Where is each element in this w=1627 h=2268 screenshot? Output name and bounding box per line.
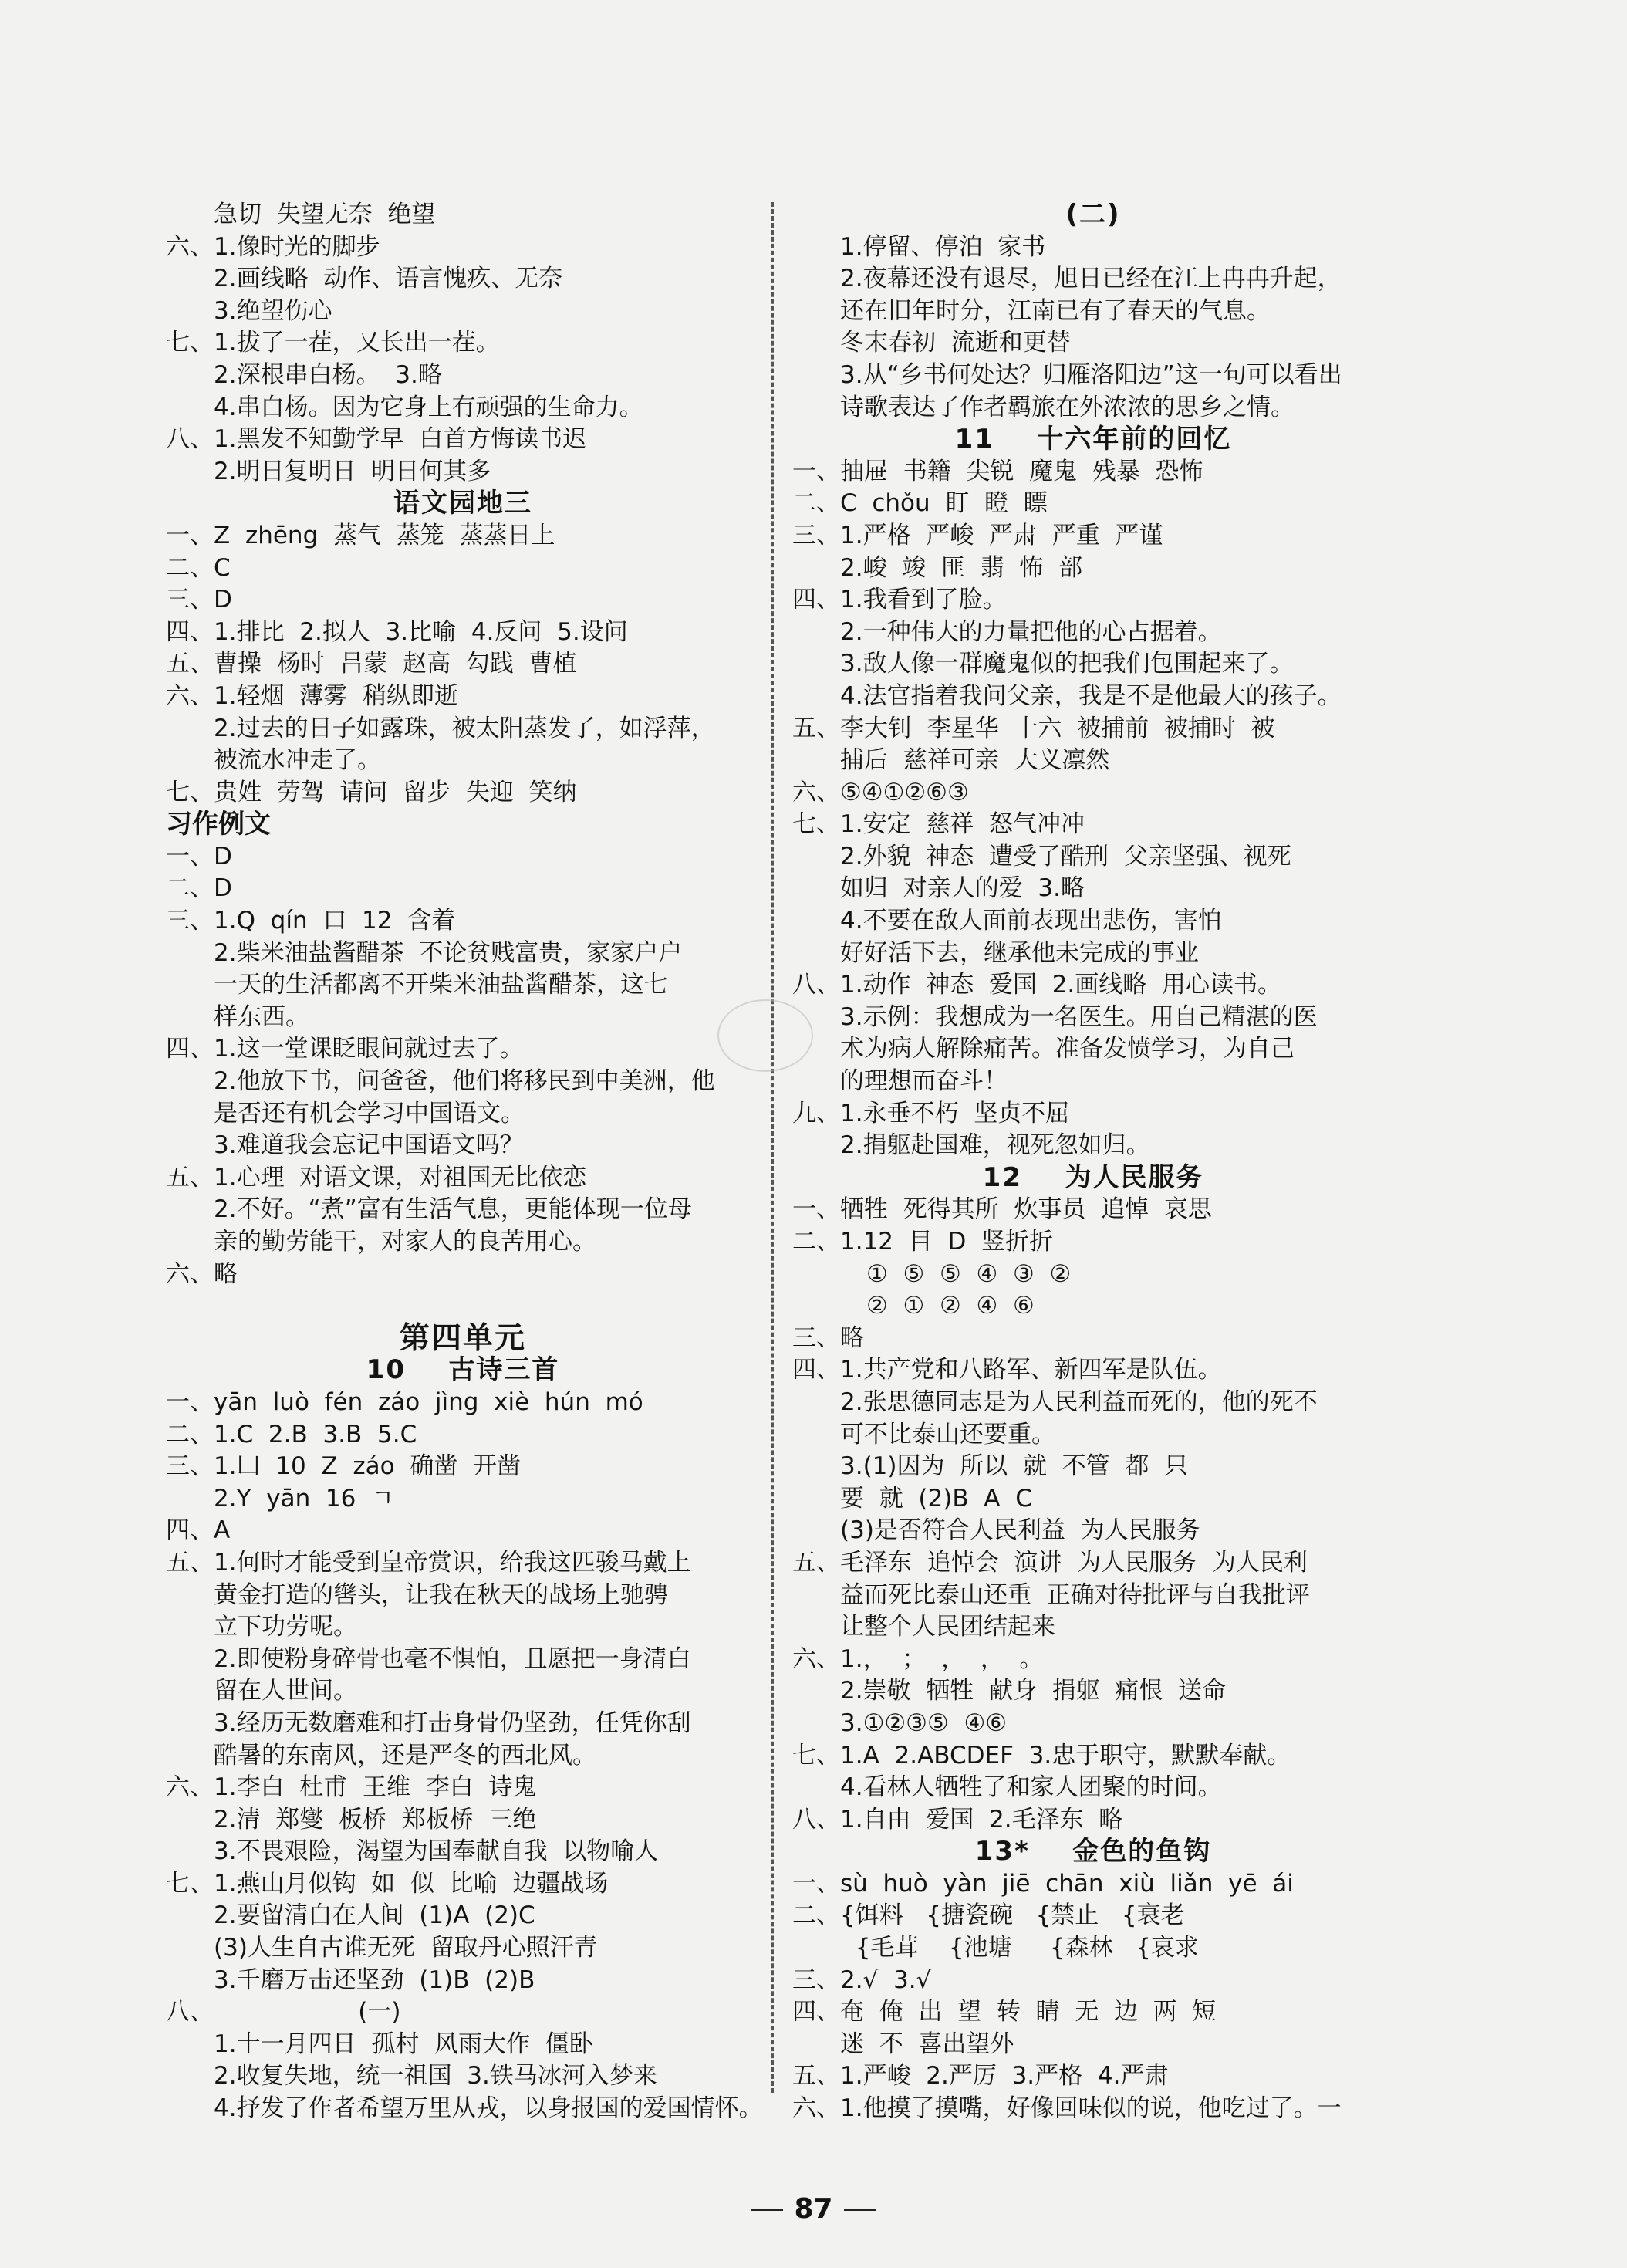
left-line: 立下功劳呢。 bbox=[214, 1613, 357, 1641]
left-line: 四、A bbox=[166, 1516, 231, 1545]
right-line: 五、毛泽东 追悼会 演讲 为人民服务 为人民利 bbox=[792, 1548, 1308, 1577]
left-line: 2.他放下书，问爸爸，他们将移民到中美洲，他 bbox=[214, 1067, 715, 1096]
right-line: 可不比泰山还要重。 bbox=[840, 1420, 1055, 1448]
right-line: 一、sù huò yàn jiē chān xiù liǎn yē ái bbox=[792, 1869, 1294, 1898]
left-line: 3.绝望伤心 bbox=[214, 296, 332, 325]
right-line: 1.停留、停泊 家书 bbox=[840, 232, 1046, 261]
page-footer bbox=[0, 2193, 1627, 2225]
left-line: 五、1.心理 对语文课，对祖国无比依恋 bbox=[166, 1163, 587, 1191]
left-line: 三、1.凵 10 Z záo 确凿 开凿 bbox=[166, 1452, 522, 1481]
left-column bbox=[166, 199, 763, 2125]
left-line: 2.画线略 动作、语言愧疚、无奈 bbox=[214, 265, 563, 293]
right-line: 六、1.， ； ， ， 。 bbox=[792, 1644, 1044, 1673]
right-line: 四、1.我看到了脸。 bbox=[792, 586, 1007, 614]
right-line: 还在旧年时分，江南已有了春天的气息。 bbox=[840, 296, 1271, 325]
left-line: 四、1.排比 2.拟人 3.比喻 4.反问 5.设问 bbox=[166, 617, 628, 646]
right-line: 11 十六年前的回忆 bbox=[954, 424, 1232, 455]
right-line: 冬末春初 流逝和更替 bbox=[840, 329, 1071, 357]
left-line: 八、1.黑发不知勤学早 白首方悔读书迟 bbox=[166, 425, 587, 454]
right-line: 九、1.永垂不朽 坚贞不屈 bbox=[792, 1099, 1070, 1127]
right-line: 八、1.动作 神态 爱国 2.画线略 用心读书。 bbox=[792, 971, 1281, 999]
left-line: 三、D bbox=[166, 586, 232, 614]
left-line: 2.明日复明日 明日何其多 bbox=[214, 457, 491, 485]
left-line: 10 古诗三首 bbox=[366, 1354, 560, 1386]
left-line: 一、Z zhēng 蒸气 蒸笼 蒸蒸日上 bbox=[166, 521, 555, 549]
left-line: 七、贵姓 劳驾 请问 留步 失迎 笑纳 bbox=[166, 778, 577, 806]
left-line: 急切 失望无奈 绝望 bbox=[214, 201, 436, 228]
right-line: 3.敌人像一群魔鬼似的把我们包围起来了。 bbox=[840, 650, 1294, 678]
left-line: 3.千磨万击还坚劲 (1)B (2)B bbox=[214, 1965, 535, 1994]
right-line: 4.法官指着我问父亲，我是不是他最大的孩子。 bbox=[840, 681, 1342, 710]
right-line: 好好活下去，继承他未完成的事业 bbox=[840, 938, 1199, 967]
left-line: 四、1.这一堂课眨眼间就过去了。 bbox=[166, 1035, 524, 1063]
right-line: 三、2.√ 3.√ bbox=[792, 1965, 932, 1994]
right-line: 术为病人解除痛苦。准备发愤学习，为自己 bbox=[840, 1035, 1295, 1063]
faded-stamp bbox=[717, 999, 813, 1072]
left-line: 一、yān luò fén záo jìng xiè hún mó bbox=[166, 1388, 643, 1416]
left-line: 六、1.李白 杜甫 王维 李白 诗鬼 bbox=[166, 1773, 537, 1802]
right-line: 四、奄 俺 出 望 转 睛 无 边 两 短 bbox=[792, 1998, 1217, 2026]
right-line: 三、1.严格 严峻 严肃 严重 严谨 bbox=[792, 521, 1163, 549]
left-line: 是否还有机会学习中国语文。 bbox=[214, 1099, 525, 1127]
right-line: 3.(1)因为 所以 就 不管 都 只 bbox=[840, 1452, 1189, 1481]
left-line: 一、D bbox=[166, 842, 232, 870]
left-line: 习作例文 bbox=[166, 809, 271, 840]
left-line: 2.即使粉身碎骨也毫不惧怕，且愿把一身清白 bbox=[214, 1644, 691, 1673]
column-divider bbox=[771, 202, 774, 2093]
left-line: 六、略 bbox=[166, 1259, 238, 1288]
right-line: {毛茸 {池塘 {森林 {哀求 bbox=[840, 1934, 1199, 1962]
left-line: 2.不好。“煮”富有生活气息，更能体现一位母 bbox=[214, 1195, 692, 1224]
right-line: 三、略 bbox=[792, 1323, 864, 1352]
left-line: 3.经历无数磨难和打击身骨仍坚劲，任凭你刮 bbox=[214, 1709, 691, 1737]
right-line: 七、1.A 2.ABCDEF 3.忠于职守，默默奉献。 bbox=[792, 1741, 1291, 1769]
left-line: 2.要留清白在人间 (1)A (2)C bbox=[214, 1901, 535, 1930]
right-line: 诗歌表达了作者羁旅在外浓浓的思乡之情。 bbox=[840, 393, 1295, 421]
right-line: 12 为人民服务 bbox=[982, 1161, 1204, 1193]
left-line bbox=[166, 1290, 760, 1323]
left-line: 五、曹操 杨时 吕蒙 赵高 勾践 曹植 bbox=[166, 650, 577, 678]
left-line: 3.不畏艰险，渴望为国奉献自我 以物喻人 bbox=[214, 1837, 659, 1866]
right-line: 的理想而奋斗！ bbox=[840, 1067, 1008, 1096]
right-line: 3.示例：我想成为一名医生。用自己精湛的医 bbox=[840, 1002, 1318, 1031]
left-line: 2.Y yān 16 ㄱ bbox=[214, 1484, 395, 1513]
left-line: 二、C bbox=[166, 553, 231, 582]
right-line: 4.不要在敌人面前表现出悲伤，害怕 bbox=[840, 907, 1222, 935]
left-line: (3)人生自古谁无死 留取丹心照汗青 bbox=[214, 1934, 598, 1962]
right-line: 五、李大钊 李星华 十六 被捕前 被捕时 被 bbox=[792, 714, 1275, 742]
left-line: 五、1.何时才能受到皇帝赏识，给我这匹骏马戴上 bbox=[166, 1548, 691, 1577]
right-column bbox=[792, 199, 1394, 2125]
left-line: 2.收复失地，统一祖国 3.铁马冰河入梦来 bbox=[214, 2062, 657, 2091]
right-line: 让整个人民团结起来 bbox=[840, 1613, 1055, 1641]
right-line: 13* 金色的鱼钩 bbox=[974, 1836, 1212, 1867]
left-line: 2.柴米油盐酱醋茶 不论贫贱富贵，家家户户 bbox=[214, 938, 683, 967]
left-line: 六、1.轻烟 薄雾 稍纵即逝 bbox=[166, 681, 458, 710]
left-line: 留在人世间。 bbox=[214, 1677, 357, 1705]
right-line: 捕后 慈祥可亲 大义凛然 bbox=[840, 746, 1110, 775]
left-line: 2.清 郑燮 板桥 郑板桥 三绝 bbox=[214, 1805, 537, 1834]
left-line: 样东西。 bbox=[214, 1002, 309, 1031]
right-line: 一、牺牲 死得其所 炊事员 追悼 哀思 bbox=[792, 1195, 1212, 1224]
right-line: 2.外貌 神态 遭受了酷刑 父亲坚强、视死 bbox=[840, 842, 1291, 870]
right-line: 2.峻 竣 匪 翡 怖 部 bbox=[840, 553, 1083, 582]
left-line: 二、1.C 2.B 3.B 5.C bbox=[166, 1420, 417, 1448]
left-line: 语文园地三 bbox=[393, 488, 532, 519]
right-line: 八、1.自由 爱国 2.毛泽东 略 bbox=[792, 1805, 1123, 1834]
right-line: 益而死比泰山还重 正确对待批评与自我批评 bbox=[840, 1580, 1310, 1609]
left-line: 酷暑的东南风，还是严冬的西北风。 bbox=[214, 1741, 596, 1769]
left-line: 七、1.拔了一茬，又长出一茬。 bbox=[166, 329, 500, 357]
right-line: 六、1.他摸了摸嘴，好像回味似的说，他吃过了。一 bbox=[792, 2094, 1342, 2123]
right-line: (3)是否符合人民利益 为人民服务 bbox=[840, 1516, 1200, 1545]
left-line: 六、1.像时光的脚步 bbox=[166, 232, 380, 261]
right-line: 如归 对亲人的爱 3.略 bbox=[840, 874, 1085, 903]
right-line: ① ⑤ ⑤ ④ ③ ② bbox=[866, 1259, 1072, 1288]
right-line: 四、1.共产党和八路军、新四军是队伍。 bbox=[792, 1356, 1222, 1384]
left-line: 七、1.燕山月似钩 如 似 比喻 边疆战场 bbox=[166, 1869, 609, 1898]
footer-dash-right bbox=[844, 2209, 876, 2211]
left-line: 三、1.Q qín 口 12 含着 bbox=[166, 907, 456, 935]
left-line: 亲的勤劳能干，对家人的良苦用心。 bbox=[214, 1228, 596, 1256]
left-line: 2.过去的日子如露珠，被太阳蒸发了，如浮萍， bbox=[214, 714, 715, 742]
left-line: 4.串白杨。因为它身上有顽强的生命力。 bbox=[214, 393, 643, 421]
left-line: 3.难道我会忘记中国语文吗？ bbox=[214, 1131, 524, 1160]
right-line: 2.张思德同志是为人民利益而死的，他的死不 bbox=[840, 1388, 1318, 1416]
right-line: 2.捐躯赴国难，视死忽如归。 bbox=[840, 1131, 1150, 1160]
right-line: ② ① ② ④ ⑥ bbox=[866, 1292, 1035, 1320]
left-line: 被流水冲走了。 bbox=[214, 746, 381, 775]
left-line: 黄金打造的辔头，让我在秋天的战场上驰骋 bbox=[214, 1580, 668, 1609]
right-line: 二、{饵料 {搪瓷碗 {禁止 {衰老 bbox=[792, 1901, 1185, 1930]
right-line: 迷 不 喜出望外 bbox=[840, 2030, 1014, 2058]
right-line: 七、1.安定 慈祥 怒气冲冲 bbox=[792, 810, 1085, 839]
right-line: 2.崇敬 牺牲 献身 捐躯 痛恨 送命 bbox=[840, 1677, 1227, 1705]
right-line: 一、抽屉 书籍 尖锐 魔鬼 残暴 恐怖 bbox=[792, 457, 1203, 485]
left-line: 4.抒发了作者希望万里从戎，以身报国的爱国情怀。 bbox=[214, 2094, 763, 2123]
left-line: 一天的生活都离不开柴米油盐酱醋茶，这七 bbox=[214, 971, 668, 999]
footer-dash-left bbox=[751, 2209, 783, 2211]
page-number: 87 bbox=[794, 2193, 833, 2225]
right-line: 4.看林人牺牲了和家人团聚的时间。 bbox=[840, 1773, 1222, 1802]
right-line: 六、⑤④①②⑥③ bbox=[792, 778, 969, 806]
right-line: 2.夜幕还没有退尽，旭日已经在江上冉冉升起， bbox=[840, 265, 1342, 293]
left-line: 第四单元 bbox=[399, 1320, 526, 1356]
right-line: 3.①②③⑤ ④⑥ bbox=[840, 1709, 1008, 1737]
right-line: 五、1.严峻 2.严厉 3.严格 4.严肃 bbox=[792, 2062, 1169, 2091]
right-line: 要 就 (2)B A C bbox=[840, 1484, 1032, 1513]
right-line: 3.从“乡书何处达？归雁洛阳边”这一句可以看出 bbox=[840, 360, 1342, 389]
right-line: (二) bbox=[1065, 199, 1121, 230]
right-line: 二、1.12 目 D 竖折折 bbox=[792, 1228, 1054, 1256]
right-line: 2.一种伟大的力量把他的心占据着。 bbox=[840, 617, 1222, 646]
left-line: 2.深根串白杨。 3.略 bbox=[214, 360, 442, 389]
right-line: 二、C chǒu 盯 瞪 瞟 bbox=[792, 489, 1048, 518]
left-line: 1.十一月四日 孤村 风雨大作 僵卧 bbox=[214, 2030, 593, 2058]
left-line: 八、 (一) bbox=[166, 1998, 401, 2026]
left-line: 二、D bbox=[166, 874, 232, 903]
